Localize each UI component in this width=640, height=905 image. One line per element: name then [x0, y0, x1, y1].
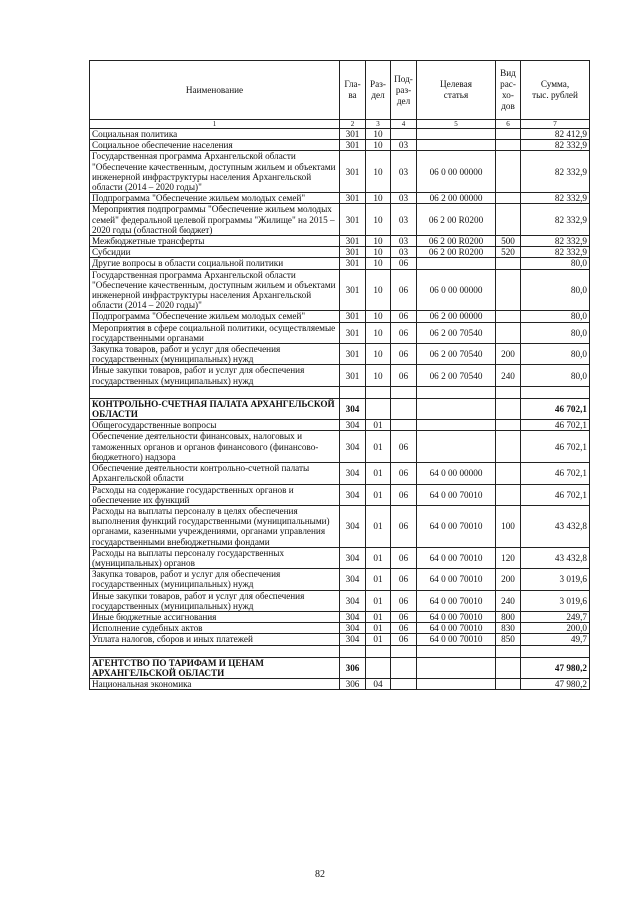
glava-cell: 301 [340, 236, 366, 247]
table-row [90, 344, 590, 365]
sum-cell: 80,0 [521, 322, 590, 343]
vid-cell [496, 398, 521, 419]
row-name: Субсидии [90, 247, 340, 258]
glava-cell: 304 [340, 569, 366, 590]
razdel-cell: 10 [366, 129, 391, 140]
podrazdel-cell: 06 [391, 431, 417, 463]
podrazdel-cell [391, 420, 417, 431]
row-name: КОНТРОЛЬНО-СЧЕТНАЯ ПАЛАТА АРХАНГЕЛЬСКОЙ ОБЛАСТИ [90, 398, 340, 419]
table-row [90, 193, 590, 204]
statya-cell: 64 0 00 70010 [417, 611, 496, 622]
glava-cell: 304 [340, 590, 366, 611]
razdel-cell: 10 [366, 311, 391, 322]
col-number: 4 [391, 120, 417, 129]
table-row [90, 484, 590, 505]
table-row [90, 365, 590, 386]
empty-cell [391, 645, 417, 657]
table-row [90, 129, 590, 140]
vid-cell: 800 [496, 611, 521, 622]
vid-cell [496, 678, 521, 689]
row-name: Социальное обеспечение населения [90, 140, 340, 151]
podrazdel-cell: 06 [391, 311, 417, 322]
sum-cell: 80,0 [521, 344, 590, 365]
sum-cell: 3 019,6 [521, 569, 590, 590]
vid-cell: 830 [496, 623, 521, 634]
sum-cell: 47 980,2 [521, 678, 590, 689]
vid-cell [496, 140, 521, 151]
col-number: 6 [496, 120, 521, 129]
row-name: Обеспечение деятельности финансовых, налоговых и таможенных органов и органов финансового (финансово-бюджетного) надзора [90, 431, 340, 463]
row-name: АГЕНТСТВО ПО ТАРИФАМ И ЦЕНАМ АРХАНГЕЛЬСКОЙ ОБЛАСТИ [90, 657, 340, 678]
statya-cell: 64 0 00 70010 [417, 623, 496, 634]
vid-cell [496, 193, 521, 204]
razdel-cell: 01 [366, 590, 391, 611]
table-row [90, 322, 590, 343]
sum-cell: 43 432,8 [521, 505, 590, 547]
podrazdel-cell: 03 [391, 204, 417, 236]
glava-cell: 304 [340, 634, 366, 645]
vid-cell [496, 322, 521, 343]
razdel-cell: 10 [366, 258, 391, 269]
podrazdel-cell [391, 678, 417, 689]
row-name: Закупка товаров, работ и услуг для обеспечения государственных (муниципальных) нужд [90, 344, 340, 365]
sum-cell: 49,7 [521, 634, 590, 645]
sum-cell: 46 702,1 [521, 398, 590, 419]
vid-cell: 240 [496, 590, 521, 611]
razdel-cell: 10 [366, 247, 391, 258]
podrazdel-cell: 03 [391, 151, 417, 193]
empty-cell [340, 386, 366, 398]
podrazdel-cell: 06 [391, 344, 417, 365]
statya-cell: 64 0 00 70010 [417, 634, 496, 645]
razdel-cell: 01 [366, 611, 391, 622]
sum-cell: 200,0 [521, 623, 590, 634]
glava-cell: 304 [340, 623, 366, 634]
statya-cell: 06 2 00 R0200 [417, 236, 496, 247]
row-name: Мероприятия подпрограммы "Обеспечение жильем молодых семей" федеральной целевой программы "Жилище" на 2015 – 2020 годы (областной бюджет) [90, 204, 340, 236]
section-header-row [90, 398, 590, 419]
statya-cell: 06 2 00 R0200 [417, 247, 496, 258]
glava-cell: 306 [340, 678, 366, 689]
empty-cell [496, 645, 521, 657]
sum-cell: 249,7 [521, 611, 590, 622]
razdel-cell: 10 [366, 151, 391, 193]
sum-cell: 82 332,9 [521, 204, 590, 236]
vid-cell: 520 [496, 247, 521, 258]
podrazdel-cell: 06 [391, 505, 417, 547]
podrazdel-cell: 06 [391, 322, 417, 343]
row-name: Мероприятия в сфере социальной политики, осуществляемые государственными органами [90, 322, 340, 343]
razdel-cell: 10 [366, 344, 391, 365]
statya-cell: 64 0 00 70010 [417, 505, 496, 547]
statya-cell: 06 2 00 00000 [417, 193, 496, 204]
glava-cell: 304 [340, 463, 366, 484]
row-name: Подпрограмма "Обеспечение жильем молодых семей" [90, 193, 340, 204]
statya-cell: 06 0 00 00000 [417, 269, 496, 311]
podrazdel-cell: 06 [391, 623, 417, 634]
vid-cell [496, 431, 521, 463]
statya-cell: 06 0 00 00000 [417, 151, 496, 193]
sum-cell: 82 332,9 [521, 193, 590, 204]
col-number: 2 [340, 120, 366, 129]
statya-cell [417, 258, 496, 269]
glava-cell: 304 [340, 547, 366, 568]
table-row [90, 634, 590, 645]
col-number: 1 [90, 120, 340, 129]
table-header [90, 61, 590, 120]
sum-cell: 82 332,9 [521, 151, 590, 193]
glava-cell: 304 [340, 420, 366, 431]
glava-cell: 301 [340, 151, 366, 193]
sum-cell: 46 702,1 [521, 463, 590, 484]
table-row [90, 431, 590, 463]
sum-cell: 46 702,1 [521, 484, 590, 505]
statya-cell: 06 2 00 00000 [417, 311, 496, 322]
podrazdel-cell: 06 [391, 547, 417, 568]
header-glava: Гла- ва [340, 61, 366, 120]
vid-cell [496, 129, 521, 140]
glava-cell: 301 [340, 193, 366, 204]
razdel-cell: 01 [366, 463, 391, 484]
budget-table [89, 60, 590, 690]
glava-cell: 301 [340, 269, 366, 311]
vid-cell [496, 484, 521, 505]
row-name: Обеспечение деятельности контрольно-счетной палаты Архангельской области [90, 463, 340, 484]
razdel-cell: 10 [366, 140, 391, 151]
row-name: Расходы на выплаты персоналу в целях обеспечения выполнения функций государственными (муниципальными) органами, казенными учреждениями, органами управления государственными внебюджетными фондами [90, 505, 340, 547]
row-name: Иные закупки товаров, работ и услуг для обеспечения государственных (муниципальных) нужд [90, 365, 340, 386]
razdel-cell [366, 657, 391, 678]
razdel-cell: 01 [366, 569, 391, 590]
razdel-cell: 01 [366, 623, 391, 634]
table-row [90, 590, 590, 611]
razdel-cell [366, 398, 391, 419]
vid-cell [496, 657, 521, 678]
row-name: Иные закупки товаров, работ и услуг для обеспечения государственных (муниципальных) нужд [90, 590, 340, 611]
statya-cell: 06 2 00 70540 [417, 365, 496, 386]
sum-cell: 46 702,1 [521, 431, 590, 463]
sum-cell: 46 702,1 [521, 420, 590, 431]
empty-cell [90, 386, 340, 398]
table-row [90, 611, 590, 622]
glava-cell: 306 [340, 657, 366, 678]
razdel-cell: 10 [366, 322, 391, 343]
col-number: 7 [521, 120, 590, 129]
table-row [90, 678, 590, 689]
column-number-row [90, 120, 590, 129]
statya-cell: 64 0 00 70010 [417, 547, 496, 568]
vid-cell: 850 [496, 634, 521, 645]
vid-cell: 100 [496, 505, 521, 547]
header-podrazdel: Под- раз- дел [391, 61, 417, 120]
row-name: Государственная программа Архангельской области "Обеспечение качественным, доступным жильем и объектами инженерной инфраструктуры населения Архангельской области (2014 – 2020 годы)" [90, 151, 340, 193]
sum-cell: 43 432,8 [521, 547, 590, 568]
podrazdel-cell [391, 398, 417, 419]
vid-cell: 200 [496, 344, 521, 365]
table-row [90, 547, 590, 568]
sum-cell: 82 332,9 [521, 236, 590, 247]
statya-cell [417, 420, 496, 431]
vid-cell [496, 204, 521, 236]
row-name: Расходы на содержание государственных органов и обеспечение их функций [90, 484, 340, 505]
row-name: Национальная экономика [90, 678, 340, 689]
vid-cell: 200 [496, 569, 521, 590]
header-statya: Целевая статья [417, 61, 496, 120]
table-row [90, 140, 590, 151]
glava-cell: 304 [340, 505, 366, 547]
vid-cell: 120 [496, 547, 521, 568]
razdel-cell: 01 [366, 484, 391, 505]
podrazdel-cell: 03 [391, 247, 417, 258]
row-name: Другие вопросы в области социальной политики [90, 258, 340, 269]
statya-cell [417, 657, 496, 678]
vid-cell: 500 [496, 236, 521, 247]
statya-cell [417, 431, 496, 463]
vid-cell [496, 151, 521, 193]
statya-cell [417, 678, 496, 689]
spacer-row [90, 645, 590, 657]
razdel-cell: 10 [366, 236, 391, 247]
glava-cell: 304 [340, 398, 366, 419]
razdel-cell: 10 [366, 365, 391, 386]
podrazdel-cell: 06 [391, 365, 417, 386]
vid-cell [496, 258, 521, 269]
row-name: Расходы на выплаты персоналу государственных (муниципальных) органов [90, 547, 340, 568]
vid-cell [496, 269, 521, 311]
sum-cell: 80,0 [521, 365, 590, 386]
section-header-row [90, 657, 590, 678]
empty-cell [496, 386, 521, 398]
document-page [89, 60, 589, 690]
table-row [90, 204, 590, 236]
empty-cell [417, 645, 496, 657]
statya-cell [417, 129, 496, 140]
sum-cell: 80,0 [521, 269, 590, 311]
sum-cell: 3 019,6 [521, 590, 590, 611]
glava-cell: 301 [340, 129, 366, 140]
podrazdel-cell [391, 129, 417, 140]
col-number: 5 [417, 120, 496, 129]
row-name: Иные бюджетные ассигнования [90, 611, 340, 622]
razdel-cell: 10 [366, 193, 391, 204]
podrazdel-cell: 03 [391, 236, 417, 247]
row-name: Государственная программа Архангельской области "Обеспечение качественным, доступным жильем и объектами инженерной инфраструктуры населения Архангельской области (2014 – 2020 годы)" [90, 269, 340, 311]
empty-cell [340, 645, 366, 657]
empty-cell [391, 386, 417, 398]
table-body [90, 129, 590, 690]
col-number: 3 [366, 120, 391, 129]
table-row [90, 463, 590, 484]
table-row [90, 269, 590, 311]
row-name: Межбюджетные трансферты [90, 236, 340, 247]
vid-cell: 240 [496, 365, 521, 386]
glava-cell: 301 [340, 322, 366, 343]
vid-cell [496, 420, 521, 431]
table-row [90, 311, 590, 322]
podrazdel-cell: 03 [391, 140, 417, 151]
glava-cell: 301 [340, 311, 366, 322]
razdel-cell: 01 [366, 505, 391, 547]
statya-cell: 06 2 00 70540 [417, 322, 496, 343]
statya-cell: 64 0 00 70010 [417, 569, 496, 590]
razdel-cell: 01 [366, 420, 391, 431]
glava-cell: 304 [340, 431, 366, 463]
podrazdel-cell: 06 [391, 258, 417, 269]
spacer-row [90, 386, 590, 398]
podrazdel-cell: 06 [391, 611, 417, 622]
razdel-cell: 10 [366, 269, 391, 311]
row-name: Социальная политика [90, 129, 340, 140]
header-summa: Сумма, тыс. рублей [521, 61, 590, 120]
glava-cell: 301 [340, 204, 366, 236]
glava-cell: 304 [340, 484, 366, 505]
podrazdel-cell: 06 [391, 569, 417, 590]
podrazdel-cell: 06 [391, 634, 417, 645]
razdel-cell: 01 [366, 634, 391, 645]
razdel-cell: 01 [366, 431, 391, 463]
razdel-cell: 10 [366, 204, 391, 236]
row-name: Общегосударственные вопросы [90, 420, 340, 431]
glava-cell: 301 [340, 247, 366, 258]
statya-cell [417, 398, 496, 419]
sum-cell: 82 412,9 [521, 129, 590, 140]
sum-cell: 82 332,9 [521, 247, 590, 258]
row-name: Исполнение судебных актов [90, 623, 340, 634]
glava-cell: 301 [340, 365, 366, 386]
sum-cell: 80,0 [521, 258, 590, 269]
empty-cell [521, 386, 590, 398]
sum-cell: 82 332,9 [521, 140, 590, 151]
row-name: Уплата налогов, сборов и иных платежей [90, 634, 340, 645]
podrazdel-cell: 06 [391, 484, 417, 505]
empty-cell [521, 645, 590, 657]
glava-cell: 304 [340, 611, 366, 622]
podrazdel-cell: 06 [391, 269, 417, 311]
table-row [90, 236, 590, 247]
header-razdel: Раз- дел [366, 61, 391, 120]
sum-cell: 47 980,2 [521, 657, 590, 678]
statya-cell: 64 0 00 00000 [417, 463, 496, 484]
table-row [90, 505, 590, 547]
statya-cell: 06 2 00 70540 [417, 344, 496, 365]
statya-cell: 06 2 00 R0200 [417, 204, 496, 236]
glava-cell: 301 [340, 258, 366, 269]
table-row [90, 151, 590, 193]
empty-cell [417, 386, 496, 398]
glava-cell: 301 [340, 140, 366, 151]
table-row [90, 623, 590, 634]
page-number: 82 [315, 869, 325, 880]
glava-cell: 301 [340, 344, 366, 365]
row-name: Подпрограмма "Обеспечение жильем молодых семей" [90, 311, 340, 322]
podrazdel-cell: 03 [391, 193, 417, 204]
header-vid: Вид рас- хо- дов [496, 61, 521, 120]
table-row [90, 258, 590, 269]
header-name: Наименование [90, 61, 340, 120]
razdel-cell: 04 [366, 678, 391, 689]
empty-cell [366, 386, 391, 398]
vid-cell [496, 463, 521, 484]
table-row [90, 247, 590, 258]
statya-cell [417, 140, 496, 151]
sum-cell: 80,0 [521, 311, 590, 322]
empty-cell [366, 645, 391, 657]
empty-cell [90, 645, 340, 657]
table-row [90, 420, 590, 431]
podrazdel-cell [391, 657, 417, 678]
vid-cell [496, 311, 521, 322]
statya-cell: 64 0 00 70010 [417, 590, 496, 611]
statya-cell: 64 0 00 70010 [417, 484, 496, 505]
row-name: Закупка товаров, работ и услуг для обеспечения государственных (муниципальных) нужд [90, 569, 340, 590]
podrazdel-cell: 06 [391, 590, 417, 611]
podrazdel-cell: 06 [391, 463, 417, 484]
razdel-cell: 01 [366, 547, 391, 568]
table-row [90, 569, 590, 590]
